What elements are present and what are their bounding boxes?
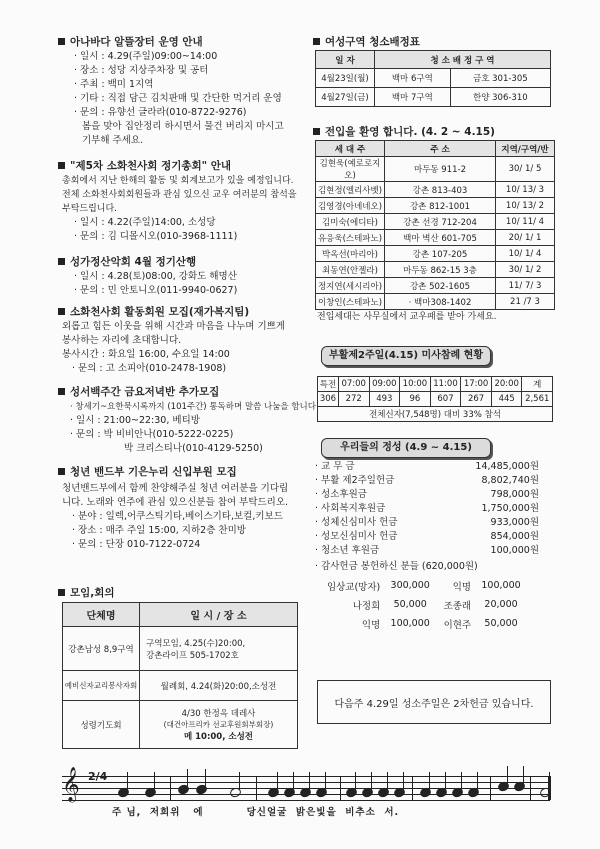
table-row [316, 157, 555, 182]
meeting-table [62, 602, 298, 749]
table-cell: 익명 [452, 581, 472, 593]
column-header: 10:00 [400, 377, 431, 392]
table-cell: 100,000 [390, 618, 430, 629]
end-barline [548, 776, 551, 800]
table-cell: 445 [491, 392, 522, 407]
text-line: 청년밴드부에서 함께 찬양해주실 청년 여러분을 기다립 [62, 483, 289, 494]
text-line: 봉사하는 자리에 초대합니다. [62, 335, 182, 346]
summary-cell: 전체신자(7,548명) 대비 33% 참석 [318, 407, 553, 422]
market-details [58, 50, 284, 148]
table-cell: 임상교(망자) [326, 581, 381, 593]
pilgrim-details [74, 270, 237, 298]
offering-item: · 성체신심미사 헌금 933,000원 [315, 517, 539, 528]
column-header: 청 소 배 정 구 역 [375, 51, 551, 69]
table-cell: 이현주 [443, 619, 472, 631]
text-line: 봄을 맞아 집안정리 하시면서 물건 버리지 마시고 [82, 121, 284, 132]
table-cell: 50,000 [484, 618, 518, 629]
note-stem [387, 772, 388, 790]
table-cell: 김미숙(에디타) [316, 214, 385, 230]
council-details [62, 174, 297, 244]
table-cell: 2,561 [522, 392, 553, 407]
note-stem [127, 772, 128, 790]
cleaning-table [315, 50, 551, 107]
note-stem [429, 772, 430, 790]
square-bullet-icon [58, 589, 65, 596]
table-row [316, 246, 555, 262]
table-cell: 30/ 1/ 5 [496, 157, 555, 182]
note-stem [445, 772, 446, 790]
section-title-pilgrim: 성가정산악회 4월 정기산행 [58, 254, 196, 269]
table-row [316, 278, 555, 294]
table-cell: 96 [400, 392, 431, 407]
table-cell: 493 [369, 392, 400, 407]
table-row [316, 69, 551, 88]
table-row [317, 576, 527, 595]
text-line: · 주최 : 백미 1지역 [74, 79, 154, 90]
table-cell: · 백마308-1402 [385, 294, 496, 310]
table-cell: 607 [430, 392, 461, 407]
text-line: · 창세기~요한묵시록까지 (101주간) 통독하며 말씀 나눔을 함니다 [70, 402, 316, 412]
table-row [318, 407, 553, 422]
table-row [317, 595, 527, 614]
thanks-line: · 감사헌금 봉헌하신 분들 (620,000원) [315, 561, 478, 572]
column-header: 지역/구역/반 [496, 141, 555, 157]
mass-attendance-table [317, 376, 553, 422]
barline [256, 776, 257, 800]
table-row [316, 182, 555, 198]
table-cell: 월례회, 4.24(화)20:00,소성전 [140, 671, 298, 701]
table-cell: 10/ 1/ 4 [496, 246, 555, 262]
section-title-cleaning: 여성구역 청소배정표 [313, 34, 420, 49]
table-cell: 백마 6구역 [375, 69, 451, 88]
text-line: · 장소 : 성당 지상주차장 및 공터 [74, 65, 209, 76]
note-stem [277, 772, 278, 790]
text-line: · 일시 : 4.28(토)08:00, 강화도 해명산 [74, 271, 237, 282]
column-header: 주 소 [385, 141, 496, 157]
barline [340, 776, 341, 800]
table-cell: 300,000 [390, 580, 430, 591]
square-bullet-icon [58, 468, 65, 475]
note-stem [507, 766, 508, 784]
barline [530, 776, 531, 800]
notice-box: 다음주 4.29일 성소주일은 2차헌금 있습니다. [317, 680, 551, 724]
treble-clef-icon: 𝄞 [62, 767, 80, 802]
donor-table [317, 576, 527, 633]
table-cell: 강촌 선경 712-204 [385, 214, 496, 230]
table-cell: 구역모임, 4.25(수)20:00, 강촌라이프 505-1702호 [140, 627, 298, 671]
offering-item: · 성소후원금 798,000원 [315, 489, 539, 500]
text-line: · 장소 : 매주 주일 15:00, 지하2층 찬미방 [72, 525, 246, 536]
table-cell: 강촌 107-205 [385, 246, 496, 262]
table-row [316, 262, 555, 278]
square-bullet-icon [58, 162, 65, 169]
table-cell: 마두동 862-15 3층 [385, 262, 496, 278]
table-cell: 성령기도회 [63, 701, 140, 749]
table-row [63, 701, 298, 749]
table-cell: 4/30 한정옥 데레사 (대건아프리카 선교후원회부회장) 메 10:00, 소성전 [140, 701, 298, 749]
table-row [317, 614, 527, 633]
section-title-meeting: 모임,회의 [58, 585, 115, 600]
table-cell: 4월23일(월) [316, 69, 375, 88]
offering-item: · 교 무 금 14,485,000원 [315, 461, 539, 472]
text-line: · 일시 : 4.22(주일)14:00, 소성당 [74, 217, 216, 228]
note-stem [403, 772, 404, 790]
table-cell: 20/ 1/ 1 [496, 230, 555, 246]
square-bullet-icon [313, 38, 320, 45]
table-cell: 김현욱(예로로지오) [316, 157, 385, 182]
table-cell: 30/ 1/ 2 [496, 262, 555, 278]
text-line: 박 크리스티나(010-4129-5250) [124, 443, 263, 454]
note-stem [461, 772, 462, 790]
text-line: · 문의 : 유향선 글라라(010-8722-9276) [74, 107, 247, 118]
text-line: 기부해 주세요. [82, 135, 144, 146]
note-stem [371, 772, 372, 790]
offering-item: · 청소년 후원금 100,000원 [315, 545, 539, 556]
note-stem [239, 772, 240, 790]
table-row [316, 214, 555, 230]
square-bullet-icon [58, 308, 65, 315]
table-header-row [316, 141, 555, 157]
column-header: 09:00 [369, 377, 400, 392]
square-bullet-icon [313, 128, 320, 135]
text-line: · 문의 : 단장 010-7122-0724 [72, 539, 201, 550]
text-line: 니다. 노래와 연주에 관심 있으신분들 참여 부탁드리오. [62, 497, 289, 508]
welcome-table [315, 140, 555, 310]
column-header: 17:00 [461, 377, 492, 392]
table-cell: 11/ 7/ 3 [496, 278, 555, 294]
note-stem [154, 772, 155, 790]
offering-list [315, 460, 539, 558]
text-line: · 문의 : 고 소피아(010-2478-1908) [72, 363, 227, 374]
text-line: 봉사시간 : 화요일 16:00, 수요일 14:00 [62, 349, 230, 360]
table-cell: 이창인(스테파노) [316, 294, 385, 310]
column-header: 일 시 / 장 소 [140, 603, 298, 627]
barline [170, 776, 171, 800]
table-cell: 정지연(세시리아) [316, 278, 385, 294]
text-line: 총회에서 지난 한해의 활동 및 회계보고가 있을 예정입니다. [62, 176, 294, 186]
table-header-row [318, 377, 553, 392]
column-header: 특전 [318, 377, 339, 392]
table-cell: 4월27일(금) [316, 88, 375, 107]
text-line: · 문의 : 박 비비안나(010-5222-0225) [70, 429, 234, 440]
table-row [316, 294, 555, 310]
column-header: 20:00 [491, 377, 522, 392]
table-cell: 한양 306-310 [450, 88, 550, 107]
time-signature: 2/4 [88, 770, 108, 783]
band-details [62, 482, 288, 552]
barline [490, 776, 491, 800]
table-row [63, 671, 298, 701]
note-stem [309, 772, 310, 790]
section-title-welcome: 전입을 환영 합니다. (4. 2 ~ 4.15) [313, 124, 495, 139]
column-header: 계 [522, 377, 553, 392]
section-title-council: "제5차 소화천사회 정기총회" 안내 [58, 158, 231, 173]
text-line: 외롭고 힘든 이웃을 위해 시간과 마음을 나누며 기쁘게 [62, 321, 286, 332]
table-cell: 21 /7 3 [496, 294, 555, 310]
column-header: 일 자 [316, 51, 375, 69]
note-stem [205, 769, 206, 787]
table-cell: 백마 벽산 601-705 [385, 230, 496, 246]
table-cell: 금호 301-305 [450, 69, 550, 88]
section-title-offering: 우리들의 정성 (4.9 ~ 4.15) [321, 438, 491, 458]
table-row [316, 88, 551, 107]
square-bullet-icon [58, 388, 65, 395]
section-title-mass: 부활제2주일(4.15) 미사참례 현황 [321, 346, 491, 366]
bible-details [70, 400, 316, 456]
text-line: · 기타 : 직접 담근 김치판매 및 간단한 먹거리 운영 [74, 93, 282, 104]
text-line: · 일시 : 4.29(주일)09:00~14:00 [74, 51, 218, 62]
note-stem [523, 766, 524, 784]
table-row [63, 627, 298, 671]
column-header: 단체명 [63, 603, 140, 627]
volunteer-details [62, 320, 285, 376]
text-line: · 문의 : 김 디몰시오(010-3968-1111) [74, 231, 238, 242]
section-title-band: 청년 밴드부 기은누리 신입부원 모집 [58, 464, 237, 479]
table-cell: 강촌 812-1001 [385, 198, 496, 214]
text-line: 부탁드립니다. [62, 204, 118, 214]
note-stem [187, 769, 188, 787]
note-stem [355, 772, 356, 790]
table-cell: 100,000 [481, 580, 521, 591]
table-cell: 10/ 13/ 3 [496, 182, 555, 198]
table-cell: 조종래 [443, 600, 472, 612]
offering-item: · 사회복지후원금 1,750,000원 [315, 503, 539, 514]
table-cell: 강촌남성 8,9구역 [63, 627, 140, 671]
text-line: 전체 소화천사회회원들과 관심 있으신 교우 여러분의 참석을 [62, 190, 297, 200]
table-row [316, 230, 555, 246]
table-cell: 김현정(엘리사벳) [316, 182, 385, 198]
table-cell: 20,000 [484, 599, 518, 610]
offering-item: · 성모신심미사 헌금 854,000원 [315, 531, 539, 542]
section-title-market: 아나바다 알뜰장터 운영 안내 [58, 34, 203, 49]
table-header-row [63, 603, 298, 627]
table-cell: 강촌 813-403 [385, 182, 496, 198]
table-header-row [316, 51, 551, 69]
table-cell: 10/ 11/ 4 [496, 214, 555, 230]
barline [412, 776, 413, 800]
text-line: · 분야 : 일렉,어쿠스틱기타,베이스기타,보컬,키보드 [72, 511, 283, 522]
welcome-note: 전입세대는 사무실에서 교우패를 받아 가세요. [317, 312, 497, 322]
note-stem [325, 772, 326, 790]
table-cell: 익명 [361, 619, 381, 631]
column-header: 11:00 [430, 377, 461, 392]
offering-item: · 부활 제2주일헌금 8,802,740원 [315, 475, 539, 486]
square-bullet-icon [58, 38, 65, 45]
table-cell: 272 [338, 392, 369, 407]
table-cell: 박옥선(마리아) [316, 246, 385, 262]
square-bullet-icon [58, 258, 65, 265]
section-title-volunteer: 소화천사회 활동회원 모집(재가복지팀) [58, 304, 249, 319]
note-stem [477, 772, 478, 790]
table-cell: 백마 7구역 [375, 88, 451, 107]
section-title-bible: 성서백주간 금요저녁반 추가모집 [58, 384, 219, 399]
note-stem [293, 772, 294, 790]
text-line: · 일시 : 21:00~22:30, 베티방 [70, 415, 200, 426]
table-cell: 예비신자교리봉사자회 [63, 671, 140, 701]
lyrics: 주 님, 저희위 에 당신얼굴 밝은빛을 비추소 서. [112, 807, 400, 818]
column-header: 세 대 주 [316, 141, 385, 157]
table-cell: 267 [461, 392, 492, 407]
text-line: · 문의 : 민 안토니오(011-9940-0627) [74, 285, 238, 296]
table-cell: 나정희 [352, 600, 381, 612]
table-cell: 김영경(아녜네오) [316, 198, 385, 214]
table-cell: 10/ 13/ 2 [496, 198, 555, 214]
table-cell: 유응욱(스테파노) [316, 230, 385, 246]
column-header: 07:00 [338, 377, 369, 392]
table-cell: 50,000 [393, 599, 427, 610]
table-row [318, 392, 553, 407]
table-cell: 마두동 911-2 [385, 157, 496, 182]
table-row [316, 198, 555, 214]
table-cell: 강촌 502-1605 [385, 278, 496, 294]
table-cell: 306 [318, 392, 339, 407]
table-cell: 최동연(안젤라) [316, 262, 385, 278]
